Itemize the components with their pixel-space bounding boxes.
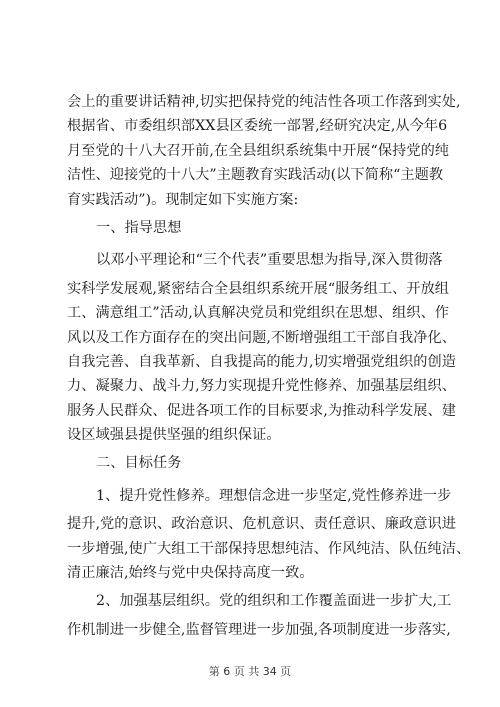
text-line: 清正廉洁,始终与党中央保持高度一致。 bbox=[67, 565, 314, 582]
text-line: 服务人民群众、促进各项工作的目标要求,为推动科学发展、建 bbox=[67, 402, 456, 419]
text-line: 提升,党的意识、政治意识、危机意识、责任意识、廉政意识进 bbox=[67, 516, 456, 533]
text-line: 工、满意组工”活动,认真解决党员和党组织在思想、组织、作 bbox=[67, 305, 450, 322]
text-line: 风以及工作方面存在的突出问题,不断增强组工干部自我净化、 bbox=[67, 329, 456, 346]
text-line: 一步增强,使广大组工干部保持思想纯洁、作风纯洁、队伍纯洁、 bbox=[67, 540, 471, 557]
document-body bbox=[67, 90, 471, 642]
text-line: 自我完善、自我革新、自我提高的能力,切实增强党组织的创造 bbox=[67, 353, 456, 370]
text-line: 设区域强县提供坚强的组织保证。 bbox=[67, 427, 281, 444]
text-line: 月至党的十八大召开前,在全县组织系统集中开展“保持党的纯 bbox=[67, 142, 450, 159]
text-line: 根据省、市委组织部XX县区委统一部署,经研究决定,从今年6 bbox=[67, 118, 448, 135]
text-line: 洁性、迎接党的十八大”主题教育实践活动(以下简称“主题教 bbox=[67, 167, 444, 184]
text-line: 实科学发展观,紧密结合全县组织系统开展“服务组工、开放组 bbox=[67, 280, 450, 297]
text-line: 育实践活动”)。现制定如下实施方案: bbox=[67, 191, 299, 208]
text-line: 1、提升党性修养。理想信念进一步坚定,党性修养进一步 bbox=[96, 487, 452, 504]
section-heading: 二、目标任务 bbox=[96, 455, 182, 472]
text-line: 力、凝聚力、战斗力,努力实现提升党性修养、加强基层组织、 bbox=[67, 378, 456, 395]
text-line: 2、加强基层组织。党的组织和工作覆盖面进一步扩大,工 bbox=[96, 593, 452, 610]
text-line: 会上的重要讲话精神,切实把保持党的纯洁性各项工作落到实处, bbox=[67, 94, 461, 110]
section-heading: 一、指导思想 bbox=[96, 219, 182, 236]
text-line: 以邓小平理论和“三个代表”重要思想为指导,深入贯彻落 bbox=[96, 252, 443, 269]
page-number-footer: 第 6 页 共 34 页 bbox=[208, 665, 292, 678]
text-line: 作机制进一步健全,监督管理进一步加强,各项制度进一步落实, bbox=[67, 621, 451, 638]
